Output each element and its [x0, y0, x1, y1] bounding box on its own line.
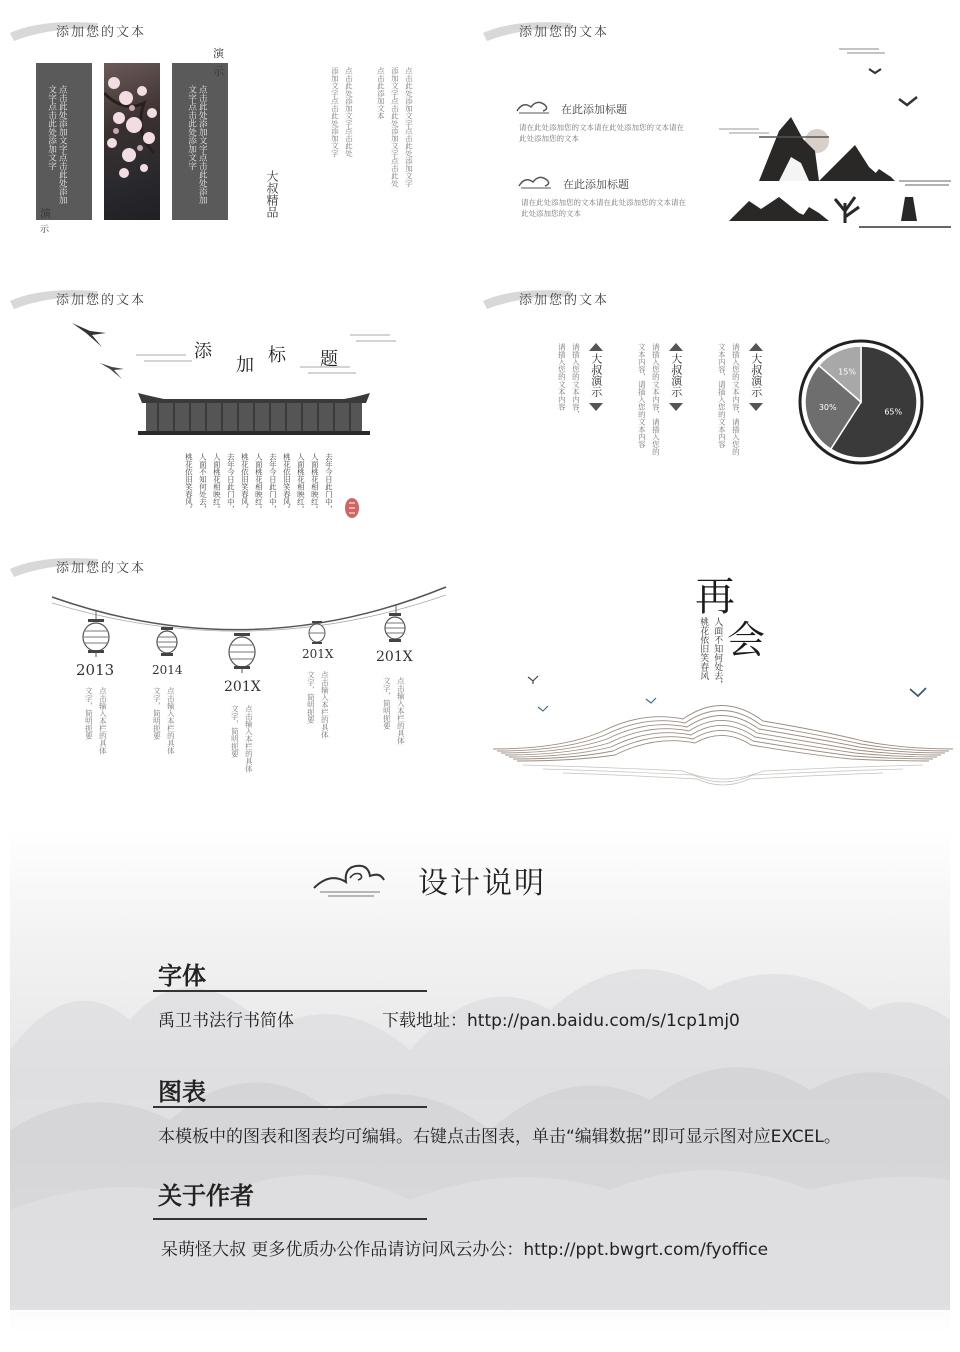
timeline-text: 文字，简明扼要 — [84, 687, 94, 740]
pie-label: 15% — [838, 367, 856, 377]
author-section-divider — [153, 1218, 427, 1220]
pie-label: 65% — [884, 407, 903, 417]
design-notes-heading: 设计说明 — [418, 866, 546, 901]
slide-2 — [483, 5, 953, 255]
font-download-link[interactable]: 下载地址：http://pan.baidu.com/s/1cp1mj0 — [382, 1011, 740, 1031]
author-vertical: 大叔精品 — [265, 170, 279, 218]
slide-1 — [10, 5, 480, 255]
group-3-label: 大叔演示 — [749, 353, 763, 397]
label-ornament-bottom — [669, 403, 683, 413]
poem-column: 人面桃花相映红。 — [296, 453, 306, 513]
body-column-a: 点击此处添加文字点击此处 — [344, 67, 354, 157]
tag-top: 演 示 — [213, 47, 224, 78]
timeline-year: 201X — [302, 647, 334, 661]
lantern-icon — [308, 621, 326, 645]
label-ornament-top — [669, 341, 683, 351]
label-ornament-top — [749, 341, 763, 351]
farewell-char-1: 再 — [695, 574, 735, 620]
label-ornament-bottom — [749, 403, 763, 413]
poem-column: 去年今日此门中， — [226, 453, 236, 513]
poem-column: 人面桃花相映红。 — [254, 453, 264, 513]
poem-column: 人面桃花相映红。 — [212, 453, 222, 513]
group-1-label: 大叔演示 — [589, 353, 603, 397]
cloud-line-decoration — [350, 329, 400, 349]
lantern-icon — [384, 613, 406, 643]
heading-char-3: 标 — [268, 345, 286, 366]
blossom-illustration — [104, 63, 160, 220]
red-seal-stamp — [344, 497, 360, 519]
timeline-text: 文字，简明扼要 — [230, 705, 240, 758]
group-3-text-col1: 请插入您的文本内容，请插入您的 — [731, 343, 741, 456]
paragraph-2: 请在此处添加您的文本请在此处添加您的文本请在此处添加您的文本 — [521, 198, 686, 218]
paragraph-1: 请在此处添加您的文本请在此处添加您的文本请在此处添加您的文本 — [519, 123, 684, 143]
timeline-text: 点击输入本栏的具体 — [396, 677, 406, 745]
slide-3 — [10, 273, 480, 523]
author-section-heading: 关于作者 — [158, 1182, 254, 1210]
group-1-text-col1: 请插入您的文本内容， — [571, 343, 581, 418]
poem-column: 桃花依旧笑春风。 — [240, 453, 250, 513]
timeline-text: 点击输入本栏的具体 — [98, 687, 108, 755]
timeline-text: 文字，简明扼要 — [152, 687, 162, 740]
lantern-icon — [228, 633, 256, 673]
group-2-text-col1: 请插入您的文本内容，请插入您的 — [651, 343, 661, 456]
slide-6 — [483, 541, 953, 791]
slide-4 — [483, 273, 953, 523]
swallow-bird-icon — [68, 317, 108, 351]
label-ornament-top — [589, 341, 603, 351]
timeline-text: 点击输入本栏的具体 — [244, 705, 254, 773]
body-column-e: 添加文字点击此处添加文字点击此处 — [390, 67, 400, 187]
group-1-text-col2: 请插入您的文本内容 — [557, 343, 567, 411]
group-2-label: 大叔演示 — [669, 353, 683, 397]
cloud-icon — [515, 99, 551, 115]
slide-title: 添加您的文本 — [56, 293, 147, 308]
body-column-d: 点击此处添加文字点击此处添加文字 — [404, 67, 414, 187]
poem-column: 人面桃花相映红。 — [310, 453, 320, 513]
farewell-poem-col2: 桃花依旧笑春风 — [698, 617, 709, 680]
swallow-bird-icon — [98, 359, 126, 381]
timeline-year: 2014 — [152, 663, 183, 677]
body-column-c: 点击此添加文本 — [376, 67, 386, 120]
heading-char-2: 加 — [236, 355, 254, 376]
lantern-icon — [82, 619, 110, 657]
timeline-text: 点击输入本栏的具体 — [166, 687, 176, 755]
body-column-b: 添加文字点击此处添加文字 — [330, 67, 340, 157]
timeline-year: 2013 — [76, 661, 115, 679]
heading-char-4: 题 — [320, 349, 338, 370]
heading-2: 在此添加标题 — [563, 178, 629, 191]
panel-1-text: 点击此处添加文字点击此处添加文字点击此处添加文字 — [46, 85, 68, 204]
slide-5 — [10, 541, 480, 791]
farewell-poem-col1: 人面不知何处去， — [712, 617, 723, 689]
bird-icon — [527, 675, 539, 685]
poem-column: 桃花依旧笑春风。 — [184, 453, 194, 513]
slide-title: 添加您的文本 — [519, 25, 610, 40]
chinese-roof-illustration — [134, 385, 374, 437]
timeline-year: 201X — [224, 679, 261, 695]
group-2-text-col2: 文本内容，请插入您的文本内容 — [637, 343, 647, 448]
ink-mountain-landscape — [719, 41, 951, 231]
timeline-text: 点击输入本栏的具体 — [320, 671, 330, 739]
wave-mountain-lines — [483, 691, 953, 791]
font-name: 禹卫书法行书简体 — [158, 1011, 294, 1031]
auspicious-cloud-icon — [310, 858, 390, 898]
author-info[interactable]: 呆萌怪大叔 更多优质办公作品请访问风云办公：http://ppt.bwgrt.com/fyoffice — [161, 1240, 769, 1260]
heading-1: 在此添加标题 — [561, 103, 627, 116]
poem-column: 桃花依旧笑春风。 — [282, 453, 292, 513]
label-ornament-bottom — [589, 403, 603, 413]
timeline-year: 201X — [376, 649, 413, 665]
poem-column: 去年今日此门中， — [268, 453, 278, 513]
cherry-blossom-photo — [104, 63, 160, 220]
slide-title: 添加您的文本 — [56, 561, 147, 576]
chart-section-heading: 图表 — [158, 1078, 206, 1106]
font-section-heading: 字体 — [158, 962, 206, 990]
chart-section-divider — [153, 1106, 427, 1108]
pie-chart[interactable] — [791, 337, 931, 467]
font-section-divider — [153, 990, 427, 992]
group-3-text-col2: 文本内容，请插入您的文本内容 — [717, 343, 727, 448]
tag-bottom: 演 示 — [40, 207, 51, 235]
chart-description: 本模板中的图表和图表均可编辑。右键点击图表，单击“编辑数据”即可显示图对应EXCEL。 — [158, 1127, 841, 1147]
lantern-icon — [156, 627, 178, 657]
slide-title: 添加您的文本 — [519, 293, 610, 308]
farewell-char-2: 会 — [727, 618, 766, 662]
cloud-line-decoration — [136, 347, 196, 367]
slide-title: 添加您的文本 — [56, 25, 147, 40]
poem-column: 人面不知何处去， — [198, 453, 208, 513]
cloud-icon — [517, 174, 553, 190]
panel-3-text: 点击此处添加文字点击此处添加文字点击此处添加文字 — [186, 85, 208, 204]
timeline-text: 文字，简明扼要 — [306, 671, 316, 724]
timeline-text: 文字，简明扼要 — [382, 677, 392, 730]
poem-column: 去年今日此门中， — [324, 453, 334, 513]
heading-char-1: 添 — [194, 341, 212, 362]
pie-label: 30% — [818, 402, 837, 412]
